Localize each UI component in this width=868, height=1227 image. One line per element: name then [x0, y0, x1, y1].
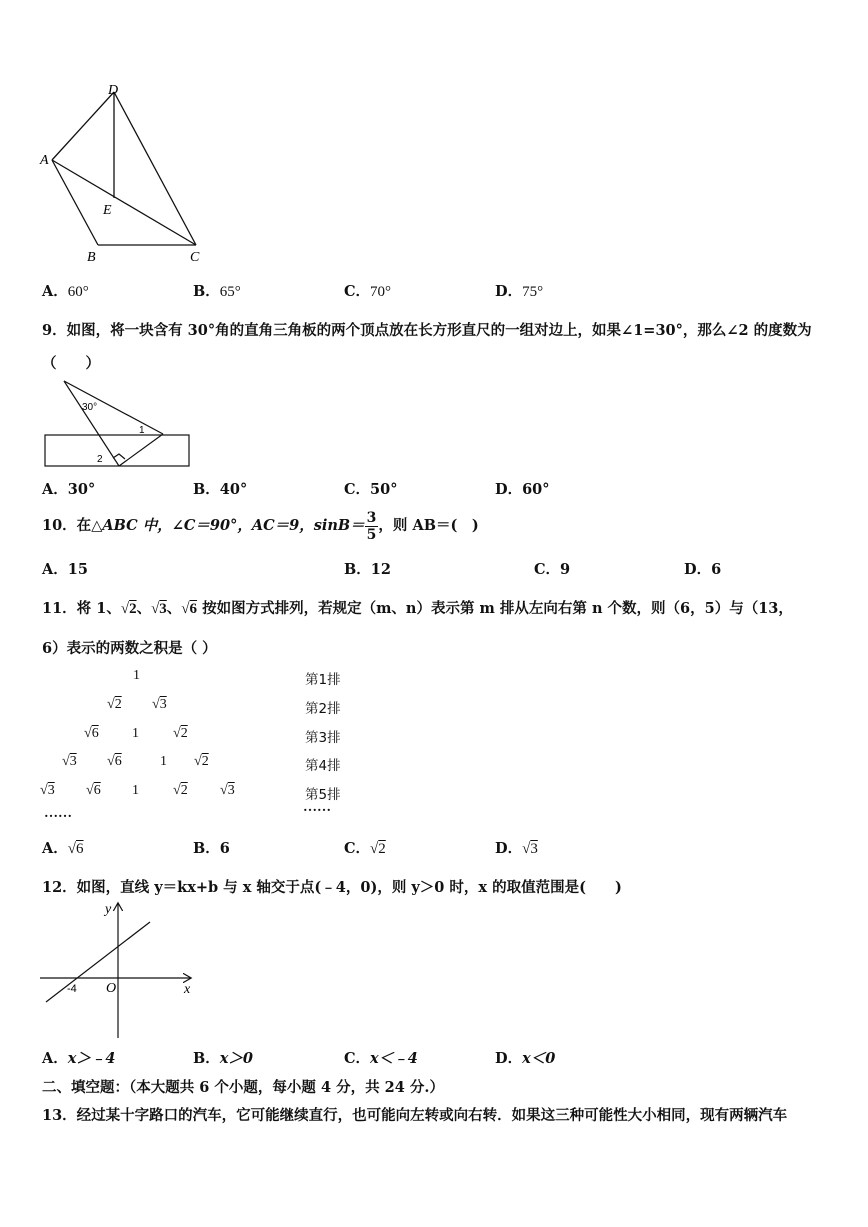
- row-label: 第1排: [305, 672, 341, 688]
- q9-blank: （ ）: [42, 355, 100, 372]
- ellipsis-dots: ……: [303, 800, 331, 815]
- arrangement-item: √2: [107, 697, 122, 712]
- q9-ruler-triangle-figure: [42, 378, 194, 470]
- q8-option-b[interactable]: B．65°: [193, 283, 241, 300]
- q11-text-line2: 6）表示的两数之积是（ ）: [42, 640, 217, 657]
- q10-option-a[interactable]: A．15: [42, 561, 88, 578]
- arrangement-item: 1: [133, 668, 140, 683]
- arrangement-item: √2: [173, 726, 188, 741]
- arrangement-item: √6: [107, 754, 122, 769]
- q12-line-graph-figure: [38, 898, 198, 1040]
- q9-option-d[interactable]: D．60°: [495, 481, 550, 498]
- label-c: C: [190, 250, 200, 265]
- q10-fraction: $\frac{3}{5}$: [366, 509, 377, 543]
- q10-option-c[interactable]: C．9: [534, 561, 571, 578]
- axis-y-label: y: [105, 902, 112, 917]
- axis-x-label: x: [184, 982, 191, 997]
- q8-option-c[interactable]: C．70°: [344, 283, 392, 300]
- arrangement-item: √2: [173, 783, 188, 798]
- q11-text: 11．将 1、√2、√3、√6 按如图方式排列，若规定（m、n）表示第 m 排从左向右第 n 个数，则（6，5）与（13，: [42, 600, 793, 617]
- arrangement-item: 1: [132, 726, 139, 741]
- q12-option-d[interactable]: D．x＜0: [495, 1050, 556, 1067]
- arrangement-item: √3: [220, 783, 235, 798]
- arrangement-item: √3: [40, 783, 55, 798]
- q12-option-c[interactable]: C．x＜﹣4: [344, 1050, 418, 1067]
- q12-text: 12．如图，直线 y＝kx+b 与 x 轴交于点(﹣4，0)，则 y＞0 时，x 的取值范围是( ): [42, 879, 622, 896]
- q12-option-a[interactable]: A．x＞﹣4: [42, 1050, 116, 1067]
- arrangement-item: √3: [152, 697, 167, 712]
- q10-option-d[interactable]: D．6: [684, 561, 722, 578]
- q8-quadrilateral-figure: [36, 80, 216, 270]
- arrangement-item: 1: [132, 783, 139, 798]
- q11-option-a[interactable]: A．√6: [42, 840, 84, 857]
- q12-option-b[interactable]: B．x＞0: [193, 1050, 253, 1067]
- row-label: 第4排: [305, 758, 341, 774]
- arrangement-item: √2: [194, 754, 209, 769]
- row-label: 第5排: [305, 787, 341, 803]
- q8-option-d[interactable]: D．75°: [495, 283, 544, 300]
- angle-30-label: 30°: [82, 402, 98, 413]
- row-label: 第3排: [305, 730, 341, 746]
- arrangement-item: √3: [62, 754, 77, 769]
- arrangement-item: 1: [160, 754, 167, 769]
- q10-option-b[interactable]: B．12: [344, 561, 391, 578]
- q9-option-a[interactable]: A．30°: [42, 481, 96, 498]
- minus-four-label: -4: [67, 983, 77, 995]
- row-label: 第2排: [305, 701, 341, 717]
- q9-option-c[interactable]: C．50°: [344, 481, 398, 498]
- arrangement-item: √6: [84, 726, 99, 741]
- angle-1-label: 1: [139, 425, 145, 436]
- section-2-heading: 二、填空题：（本大题共 6 个小题，每小题 4 分，共 24 分.）: [42, 1079, 444, 1096]
- angle-2-label: 2: [97, 454, 103, 465]
- q11-option-d[interactable]: D．√3: [495, 840, 538, 857]
- label-a: A: [40, 153, 49, 168]
- q10-text: 10．在△ABC 中，∠C＝90°，AC＝9，sinB＝ $\frac{3}{5}$ ，则 AB＝( ): [42, 509, 479, 543]
- q9-option-b[interactable]: B．40°: [193, 481, 248, 498]
- label-e: E: [103, 203, 112, 218]
- q11-option-c[interactable]: C．√2: [344, 840, 386, 857]
- q13-text: 13．经过某十字路口的汽车，它可能继续直行，也可能向左转或向右转．如果这三种可能性大小相同，现有两辆汽车: [42, 1107, 788, 1124]
- q11-option-b[interactable]: B．6: [193, 840, 230, 857]
- ellipsis-dots: ……: [44, 806, 72, 821]
- label-d: D: [108, 83, 119, 98]
- origin-label: O: [106, 981, 117, 996]
- q8-option-a[interactable]: A．60°: [42, 283, 89, 300]
- q9-text: 9．如图，将一块含有 30°角的直角三角板的两个顶点放在长方形直尺的一组对边上，如果∠1=30°，那么∠2 的度数为: [42, 322, 812, 339]
- arrangement-item: √6: [86, 783, 101, 798]
- label-b: B: [87, 250, 96, 265]
